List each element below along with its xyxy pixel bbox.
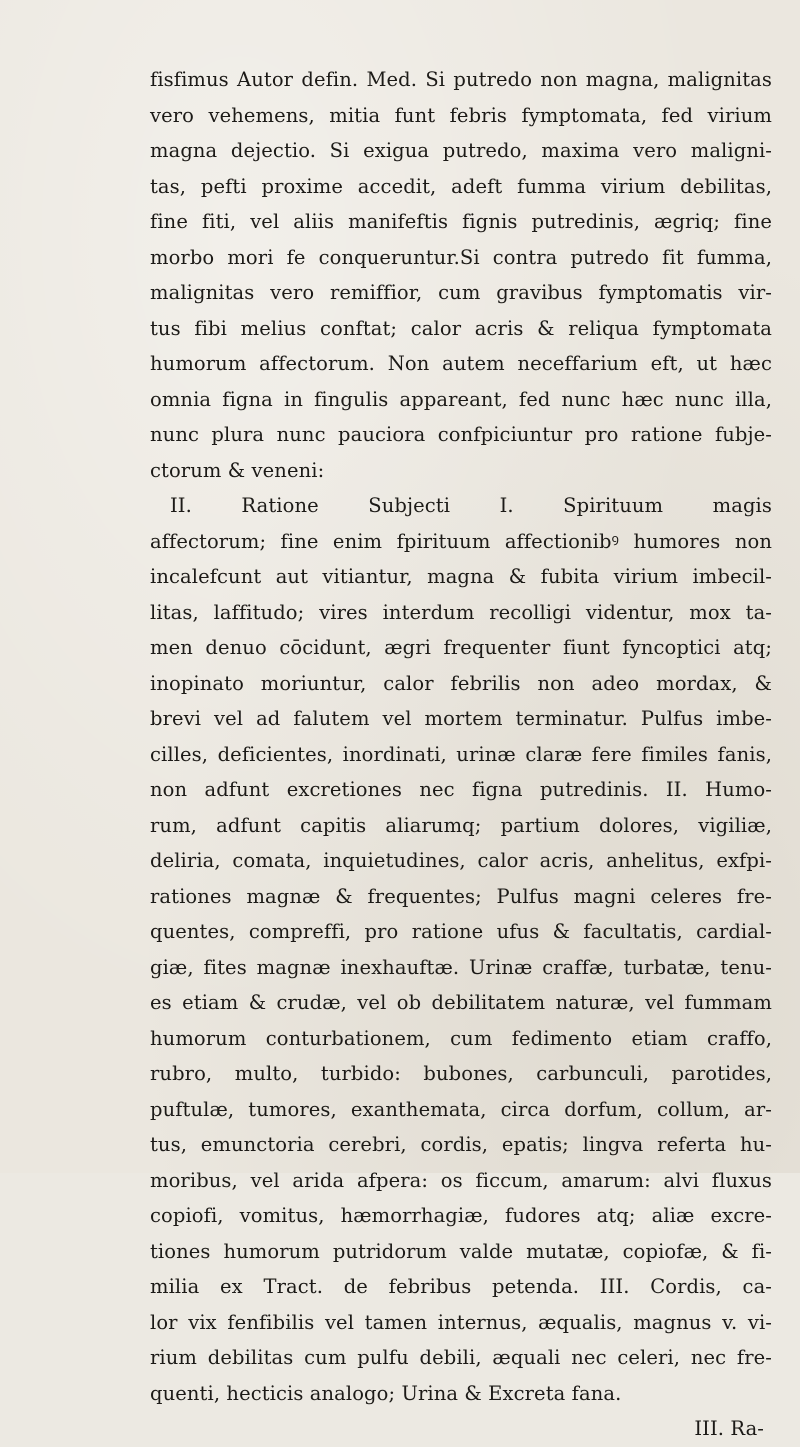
text-line: malignitas vero remiffior, cum gravibus fymptomatis vir-: [150, 281, 772, 304]
text-line: deliria, comata, inquietudines, calor acris, anhelitus, exfpi-: [150, 849, 772, 872]
text-line: copiofi, vomitus, hæmorrhagiæ, fudores atq; aliæ excre-: [150, 1204, 772, 1227]
text-line: humorum conturbationem, cum fedimento etiam craffo,: [150, 1026, 772, 1050]
text-line: rationes magnæ & frequentes; Pulfus magni celeres fre-: [150, 884, 772, 908]
text-line: lor vix fenfibilis vel tamen internus, æqualis, magnus v. vi-: [150, 1310, 772, 1334]
catchword: III. Ra-: [694, 1417, 764, 1440]
text-line: quenti, hecticis analogo; Urina & Excreta fana.: [150, 1381, 622, 1405]
text-line: humorum affectorum. Non autem neceffarium eft, ut hæc: [150, 352, 772, 375]
text-line: brevi vel ad falutem vel mortem terminatur. Pulfus imbe-: [150, 707, 772, 730]
text-line: milia ex Tract. de febribus petenda. III. Cordis, ca-: [150, 1275, 772, 1298]
text-line: omnia figna in fingulis appareant, fed nunc hæc nunc illa,: [150, 387, 772, 411]
text-line: men denuo cōcidunt, ægri frequenter fiunt fyncoptici atq;: [150, 636, 772, 659]
text-line: magna dejectio. Si exigua putredo, maxima vero maligni-: [150, 139, 772, 162]
text-line: cilles, deficientes, inordinati, urinæ claræ fere fimiles fanis,: [150, 742, 772, 766]
text-line: tas, pefti proxime accedit, adeft fumma virium debilitas,: [150, 174, 772, 198]
text-line: nunc plura nunc pauciora confpiciuntur pro ratione fubje-: [150, 423, 772, 446]
text-line: fisfimus Autor defin. Med. Si putredo non magna, malignitas: [150, 68, 772, 91]
text-line: tiones humorum putridorum valde mutatæ, copiofæ, & fi-: [150, 1239, 772, 1263]
text-line: giæ, fites magnæ inexhauftæ. Urinæ craffæ, turbatæ, tenu-: [150, 955, 772, 979]
text-line: ctorum & veneni:: [150, 458, 325, 482]
text-line: non adfunt excretiones nec figna putredinis. II. Humo-: [150, 778, 772, 801]
body-text: [150, 62, 772, 1447]
text-line: tus, emunctoria cerebri, cordis, epatis; lingva referta hu-: [150, 1133, 772, 1156]
text-line: quentes, compreffi, pro ratione ufus & facultatis, cardial-: [150, 920, 772, 943]
text-line: incalefcunt aut vitiantur, magna & fubita virium imbecil-: [150, 565, 772, 588]
text-line: tus fibi melius conftat; calor acris & reliqua fymptomata: [150, 316, 772, 340]
text-line: rum, adfunt capitis aliarumq; partium dolores, vigiliæ,: [150, 813, 772, 837]
text-line: inopinato moriuntur, calor febrilis non adeo mordax, &: [150, 671, 772, 695]
text-line: rubro, multo, turbido: bubones, carbunculi, parotides,: [150, 1062, 772, 1085]
text-line: puftulæ, tumores, exanthemata, circa dorfum, collum, ar-: [150, 1097, 772, 1121]
text-line: moribus, vel arida afpera: os ficcum, amarum: alvi fluxus: [150, 1168, 772, 1192]
text-line: fine fiti, vel aliis manifeftis fignis putredinis, ægriq; fine: [150, 210, 772, 233]
text-line: es etiam & crudæ, vel ob debilitatem naturæ, vel fummam: [150, 991, 772, 1014]
text-line: vero vehemens, mitia funt febris fymptomata, fed virium: [150, 103, 772, 127]
section-heading-line: II. Ratione Subjecti I. Spirituum magis: [170, 494, 772, 517]
text-line: litas, laffitudo; vires interdum recolligi videntur, mox ta-: [150, 600, 772, 624]
text-line: affectorum; fine enim fpirituum affectionibꝰ humores non: [150, 529, 772, 553]
text-line: morbo mori fe conqueruntur.Si contra putredo fit fumma,: [150, 245, 772, 269]
text-line: rium debilitas cum pulfu debili, æquali nec celeri, nec fre-: [150, 1346, 772, 1369]
